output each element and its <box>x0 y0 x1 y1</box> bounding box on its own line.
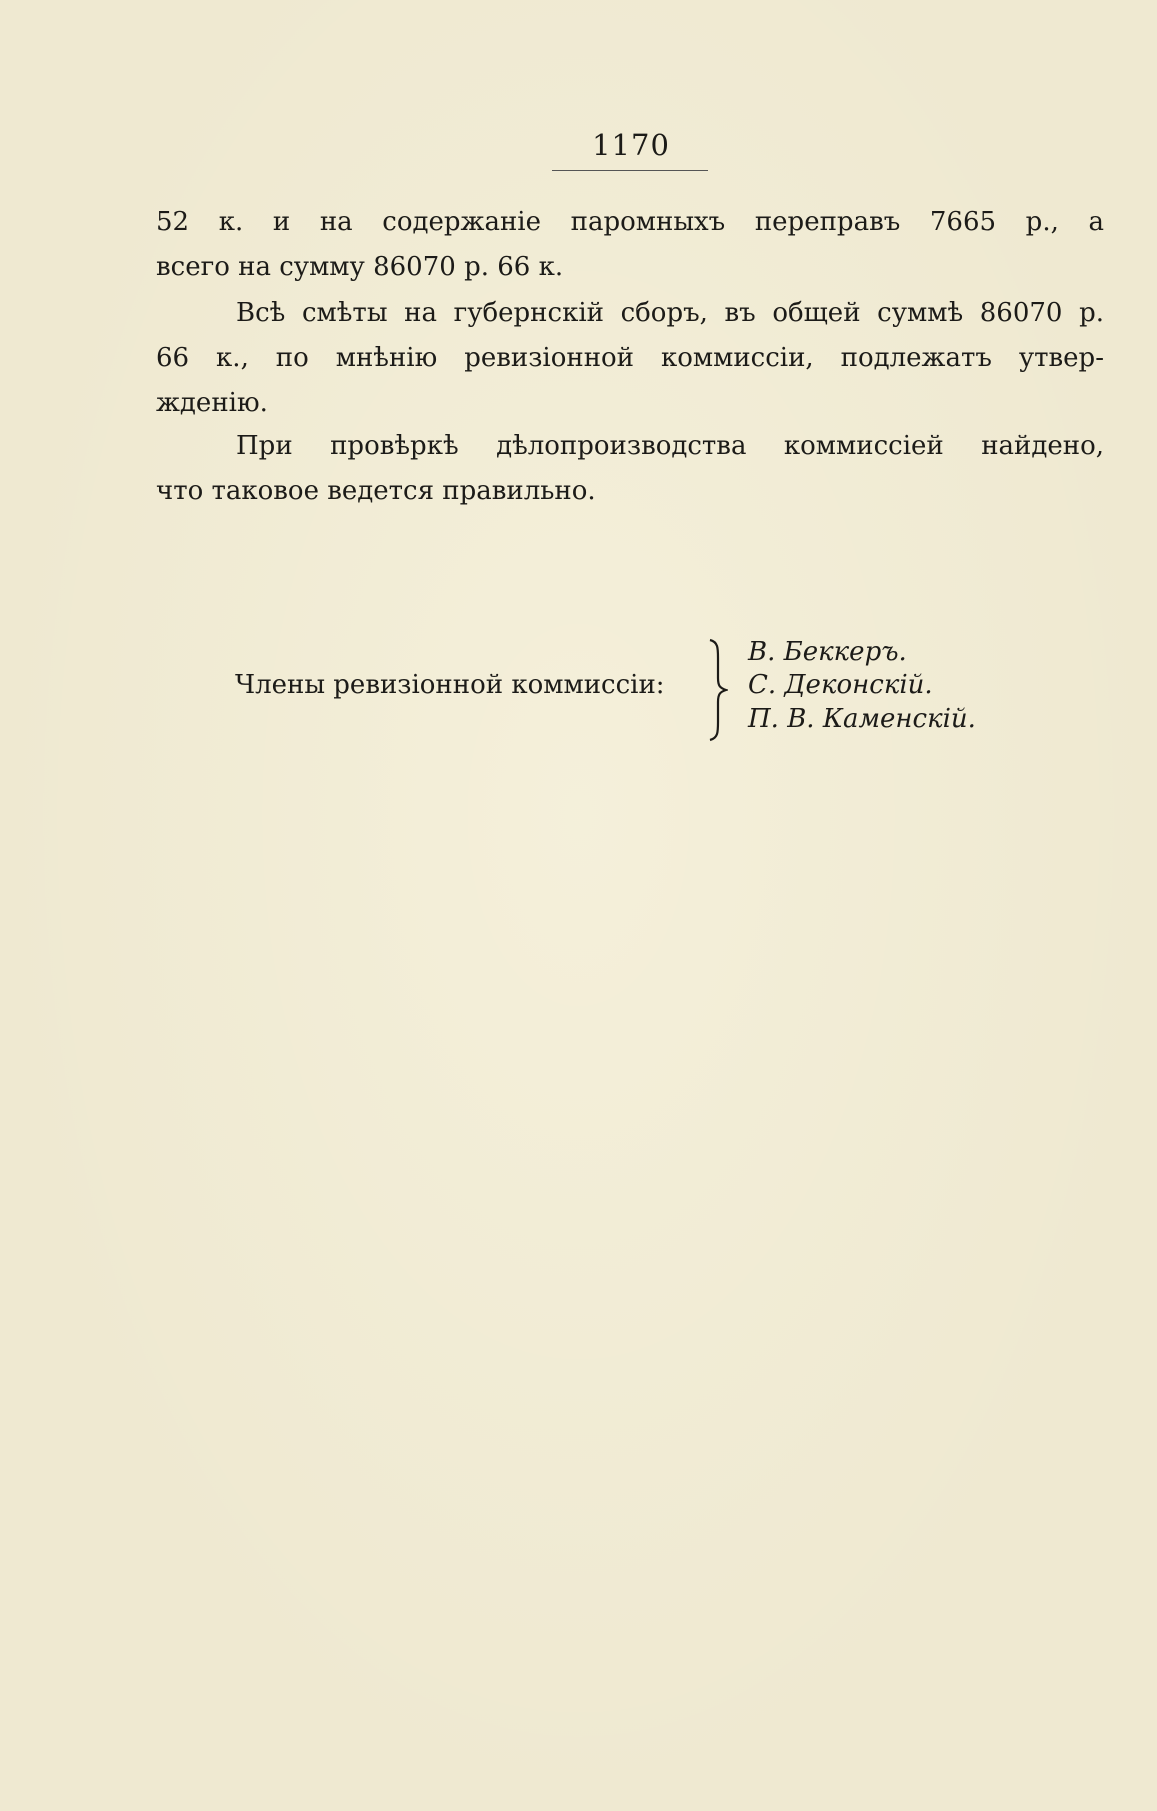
signature-member-3: П. В. Каменскій. <box>748 704 976 734</box>
paragraph-2-line-1: Всѣ смѣты на губернскій сборъ, въ общей суммѣ 86070 р. <box>236 298 1104 328</box>
signature-member-2: С. Деконскій. <box>748 670 933 700</box>
paragraph-2-line-2: 66 к., по мнѣнію ревизіонной коммиссіи, подлежатъ утвер- <box>156 343 1104 373</box>
paragraph-1-line-2: всего на сумму 86070 р. 66 к. <box>156 252 564 282</box>
paragraph-3-line-1: При провѣркѣ дѣлопроизводства коммиссіей найдено, <box>236 431 1104 461</box>
paragraph-3 <box>156 424 1104 514</box>
paragraph-1 <box>156 200 1104 290</box>
paragraph-2-line-3: жденію. <box>156 388 268 418</box>
signature-member-1: В. Беккеръ. <box>748 637 907 667</box>
paragraph-1-line-1: 52 к. и на содержаніе паромныхъ переправъ 7665 р., а <box>156 207 1104 237</box>
page-number-rule <box>552 170 708 171</box>
paragraph-3-line-2: что таковое ведется правильно. <box>156 476 596 506</box>
paragraph-2 <box>156 291 1104 426</box>
curly-brace <box>706 638 728 742</box>
commission-members-label: Члены ревизіонной коммиссіи: <box>235 670 665 700</box>
page-number: 1170 <box>592 128 670 162</box>
